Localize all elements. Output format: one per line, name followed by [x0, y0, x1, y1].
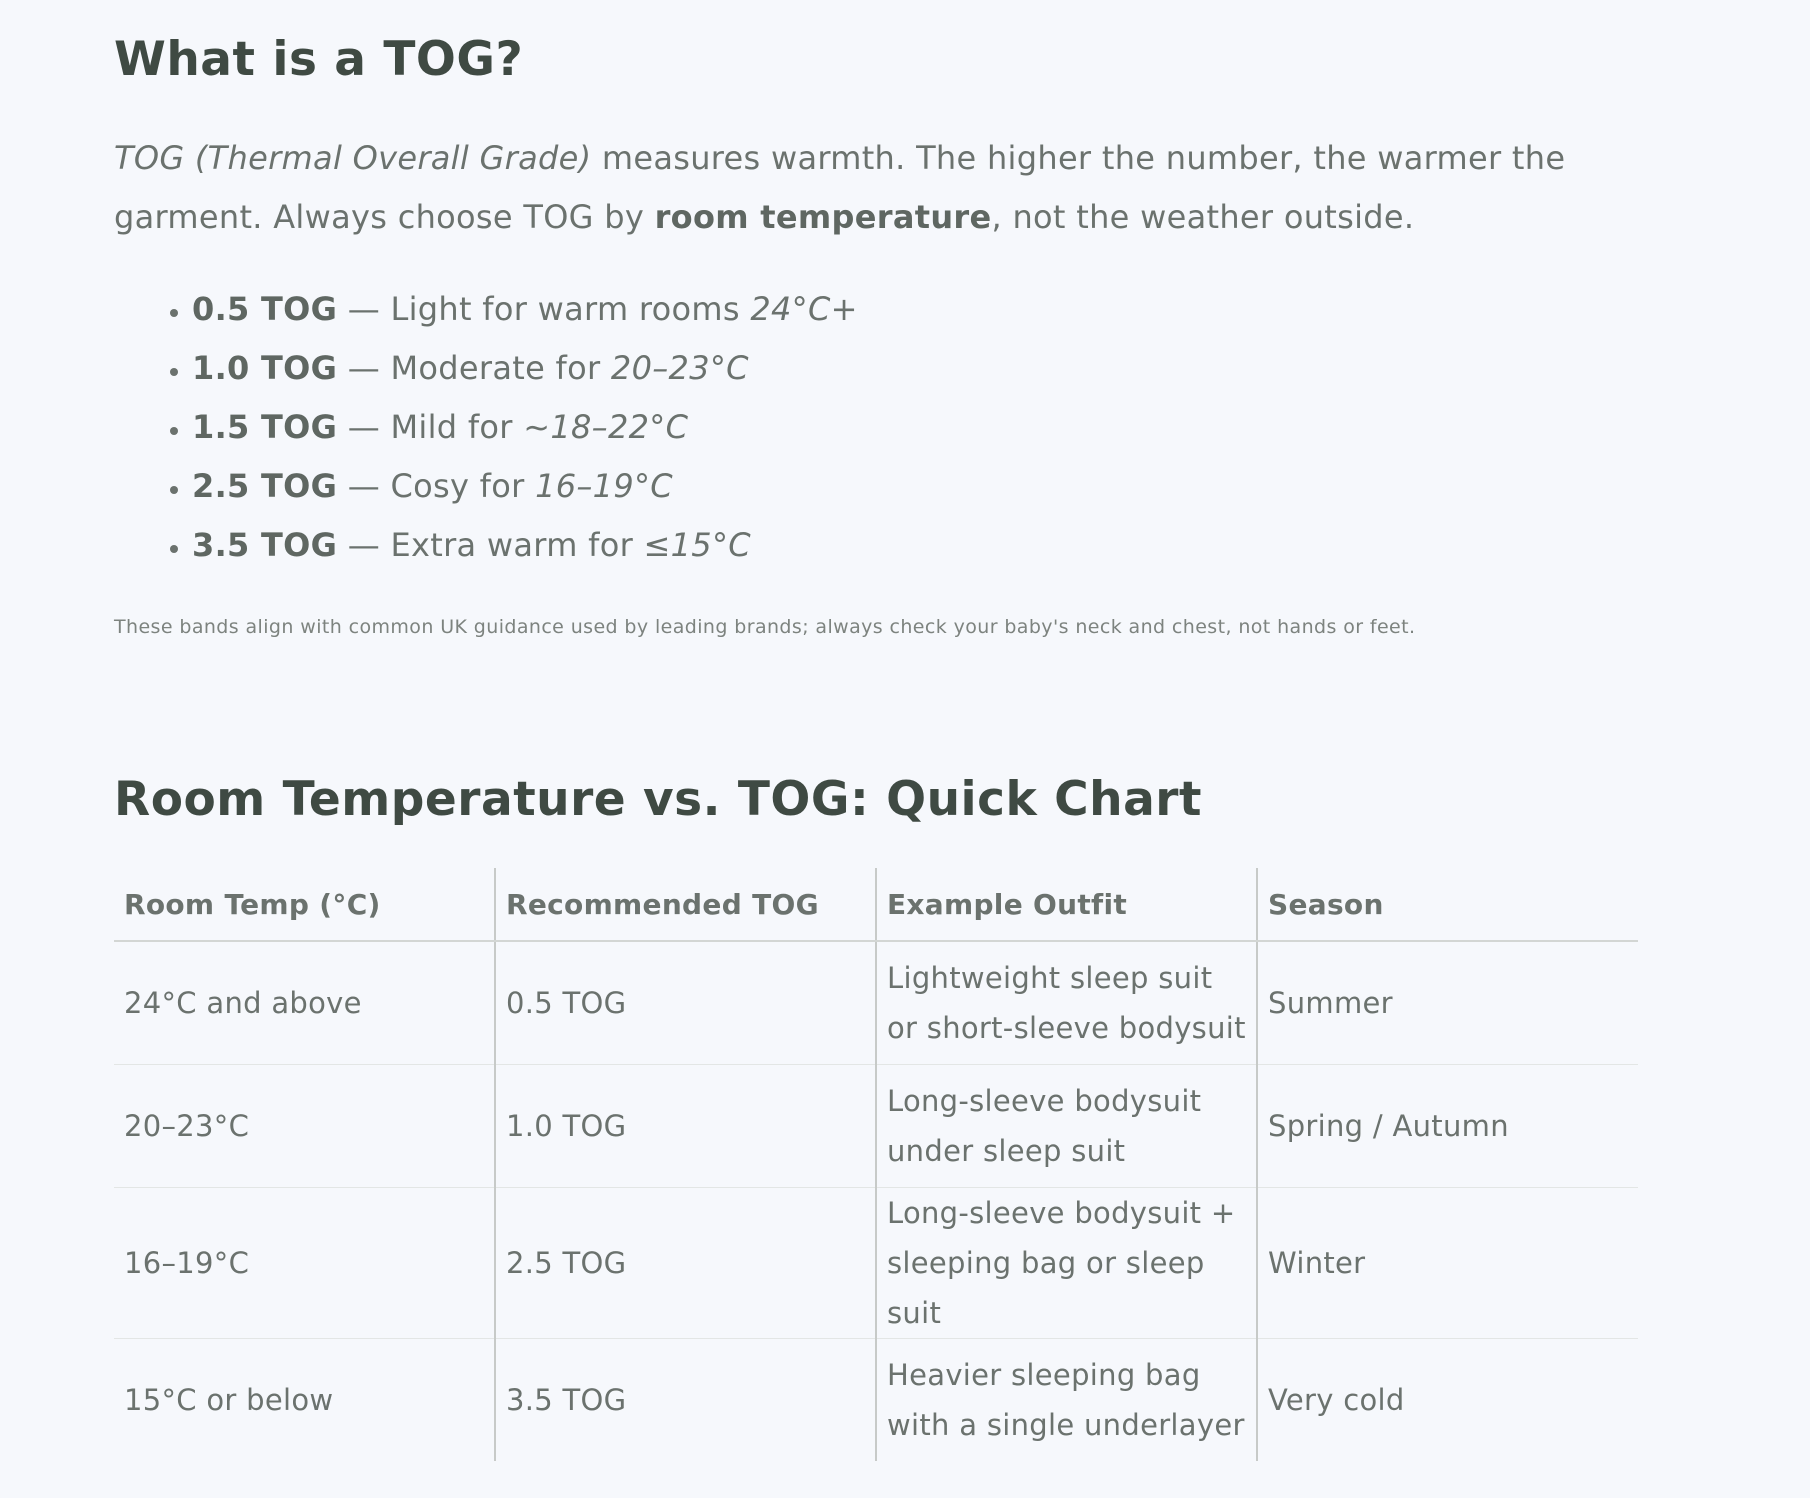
column-header-example-outfit: Example Outfit — [876, 868, 1257, 941]
column-header-season: Season — [1257, 868, 1638, 941]
cell-season: Winter — [1257, 1188, 1638, 1339]
table-row — [114, 1188, 1638, 1339]
band-tog: 3.5 TOG — [192, 526, 338, 564]
cell-outfit: Heavier sleeping bag with a single underlayer — [876, 1339, 1257, 1462]
band-range: 16–19°C — [535, 467, 673, 505]
tog-chart-table — [114, 868, 1638, 1461]
band-desc: — Moderate for — [337, 349, 611, 387]
cell-tog: 1.0 TOG — [495, 1065, 876, 1188]
cell-season: Spring / Autumn — [1257, 1065, 1638, 1188]
list-item — [192, 280, 858, 339]
band-desc: — Light for warm rooms — [337, 290, 751, 328]
list-item — [192, 398, 858, 457]
column-header-room-temp: Room Temp (°C) — [114, 868, 495, 941]
cell-season: Summer — [1257, 941, 1638, 1065]
cell-outfit: Long-sleeve bodysuit + sleeping bag or sleep suit — [876, 1188, 1257, 1339]
table-header-row — [114, 868, 1638, 941]
table-row — [114, 941, 1638, 1065]
intro-text-1: measures warmth. The higher the number, the warmer the garment. Always choose TOG by — [114, 139, 1566, 236]
band-tog: 1.0 TOG — [192, 349, 338, 387]
table-row — [114, 1065, 1638, 1188]
band-desc: — Cosy for — [337, 467, 536, 505]
cell-room-temp: 24°C and above — [114, 941, 495, 1065]
cell-outfit: Lightweight sleep suit or short-sleeve bodysuit — [876, 941, 1257, 1065]
cell-outfit: Long-sleeve bodysuit under sleep suit — [876, 1065, 1257, 1188]
band-tog: 0.5 TOG — [192, 290, 338, 328]
guidance-note: These bands align with common UK guidance used by leading brands; always check your baby's neck and chest, not hands or feet. — [114, 616, 1416, 638]
band-range: ≤15°C — [643, 526, 751, 564]
band-range: 24°C+ — [750, 290, 858, 328]
cell-room-temp: 15°C or below — [124, 1383, 334, 1417]
cell-room-temp: 20–23°C — [114, 1065, 495, 1188]
list-item — [192, 457, 858, 516]
section-title-what-is-tog: What is a TOG? — [114, 32, 524, 87]
table-row — [114, 1339, 1638, 1462]
cell-season: Very cold — [1257, 1339, 1638, 1462]
section-title-quick-chart: Room Temperature vs. TOG: Quick Chart — [114, 772, 1202, 827]
band-desc: — Mild for — [337, 408, 524, 446]
cell-tog: 2.5 TOG — [495, 1188, 876, 1339]
band-tog: 1.5 TOG — [192, 408, 338, 446]
band-range: 20–23°C — [610, 349, 749, 387]
intro-text-2: , not the weather outside. — [991, 198, 1415, 236]
list-item — [192, 516, 858, 575]
cell-room-temp: 16–19°C — [114, 1188, 495, 1339]
intro-italic: TOG (Thermal Overall Grade) — [114, 139, 592, 177]
tog-bands-list — [114, 280, 858, 575]
intro-bold: room temperature — [654, 198, 992, 236]
list-item — [192, 339, 858, 398]
cell-tog: 0.5 TOG — [495, 941, 876, 1065]
column-header-recommended-tog: Recommended TOG — [495, 868, 876, 941]
band-range: ~18–22°C — [523, 408, 689, 446]
band-tog: 2.5 TOG — [192, 467, 338, 505]
cell-tog: 3.5 TOG — [495, 1339, 876, 1462]
intro-paragraph — [114, 129, 1674, 247]
band-desc: — Extra warm for — [337, 526, 644, 564]
